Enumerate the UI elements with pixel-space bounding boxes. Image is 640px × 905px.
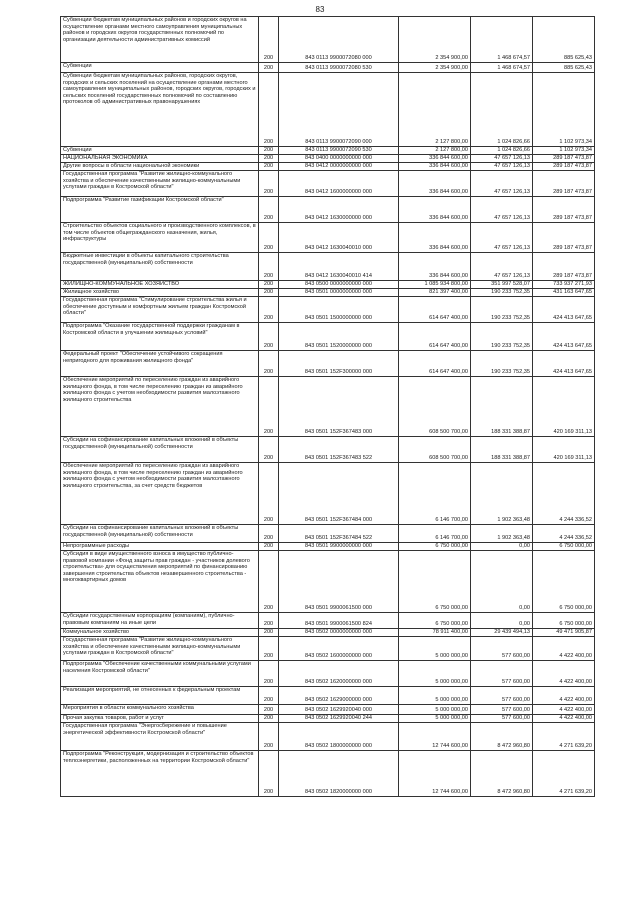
row-budget-code: 843 0501 1520000000 000 bbox=[279, 323, 399, 351]
row-budget-code: 843 0113 9900072090 530 bbox=[279, 147, 399, 155]
row-budget-code: 843 0113 9900072080 000 bbox=[279, 17, 399, 63]
row-unexecuted: 733 937 271,93 bbox=[533, 281, 595, 289]
row-line-code: 200 bbox=[259, 163, 279, 171]
row-unexecuted: 885 625,43 bbox=[533, 17, 595, 63]
row-executed: 577 600,00 bbox=[471, 705, 533, 715]
row-unexecuted: 6 750 000,00 bbox=[533, 551, 595, 613]
row-executed: 188 331 388,87 bbox=[471, 437, 533, 463]
row-name: Подпрограмма "Обеспечение качественными коммунальными услугами населения Костромской области" bbox=[61, 661, 259, 687]
row-approved: 336 844 600,00 bbox=[399, 197, 471, 223]
row-budget-code: 843 0502 1820000000 000 bbox=[279, 751, 399, 797]
row-name: Мероприятия в области коммунального хозяйства bbox=[61, 705, 259, 715]
row-approved: 5 000 000,00 bbox=[399, 715, 471, 723]
row-budget-code: 843 0412 1630040010 414 bbox=[279, 253, 399, 281]
row-budget-code: 843 0502 1600000000 000 bbox=[279, 637, 399, 661]
row-unexecuted: 424 413 647,65 bbox=[533, 351, 595, 377]
table-row bbox=[61, 155, 595, 163]
row-unexecuted: 6 750 000,00 bbox=[533, 613, 595, 629]
row-approved: 5 000 000,00 bbox=[399, 661, 471, 687]
row-approved: 78 911 400,00 bbox=[399, 629, 471, 637]
row-budget-code: 843 0502 1629920040 000 bbox=[279, 705, 399, 715]
row-line-code: 200 bbox=[259, 551, 279, 613]
row-line-code: 200 bbox=[259, 289, 279, 297]
row-executed: 0,00 bbox=[471, 613, 533, 629]
row-name: Государственная программа "Энергосбережение и повышение энергетической эффективности Костромской области" bbox=[61, 723, 259, 751]
row-executed: 8 472 960,80 bbox=[471, 751, 533, 797]
row-line-code: 200 bbox=[259, 629, 279, 637]
row-line-code: 200 bbox=[259, 171, 279, 197]
row-unexecuted: 289 187 473,87 bbox=[533, 171, 595, 197]
row-unexecuted: 431 163 647,65 bbox=[533, 289, 595, 297]
row-name: Подпрограмма "Развитие газификации Костромской области" bbox=[61, 197, 259, 223]
row-unexecuted: 289 187 473,87 bbox=[533, 163, 595, 171]
table-row bbox=[61, 289, 595, 297]
row-line-code: 200 bbox=[259, 17, 279, 63]
table-row bbox=[61, 723, 595, 751]
row-name: Субсидии государственным корпорациям (компаниям), публично-правовым компаниям на иные цели bbox=[61, 613, 259, 629]
row-approved: 608 500 700,00 bbox=[399, 437, 471, 463]
row-approved: 12 744 600,00 bbox=[399, 751, 471, 797]
table-row bbox=[61, 661, 595, 687]
budget-table bbox=[60, 16, 595, 797]
row-executed: 1 902 363,48 bbox=[471, 525, 533, 543]
row-budget-code: 843 0113 9900072090 000 bbox=[279, 73, 399, 147]
row-unexecuted: 4 422 400,00 bbox=[533, 715, 595, 723]
row-name: Жилищное хозяйство bbox=[61, 289, 259, 297]
row-name: Субвенции bbox=[61, 147, 259, 155]
row-unexecuted: 420 169 311,13 bbox=[533, 437, 595, 463]
row-name: Обеспечение мероприятий по переселению граждан из аварийного жилищного фонда, в том числе переселению граждан из аварийного жилищного фонда с учетом необходимости развития малоэтажного жилищного строительства, за счет средств бюджетов bbox=[61, 463, 259, 525]
row-executed: 190 233 752,35 bbox=[471, 297, 533, 323]
row-executed: 577 600,00 bbox=[471, 687, 533, 705]
row-approved: 6 750 000,00 bbox=[399, 551, 471, 613]
row-budget-code: 843 0501 0000000000 000 bbox=[279, 289, 399, 297]
row-executed: 29 439 494,13 bbox=[471, 629, 533, 637]
row-approved: 336 844 600,00 bbox=[399, 155, 471, 163]
table-row bbox=[61, 751, 595, 797]
row-budget-code: 843 0113 9900072080 530 bbox=[279, 63, 399, 73]
row-approved: 614 647 400,00 bbox=[399, 297, 471, 323]
table-row bbox=[61, 281, 595, 289]
row-approved: 5 000 000,00 bbox=[399, 637, 471, 661]
row-line-code: 200 bbox=[259, 297, 279, 323]
row-executed: 190 233 752,35 bbox=[471, 351, 533, 377]
row-name: Субвенции bbox=[61, 63, 259, 73]
row-executed: 1 468 674,57 bbox=[471, 17, 533, 63]
row-budget-code: 843 0412 1600000000 000 bbox=[279, 171, 399, 197]
row-line-code: 200 bbox=[259, 73, 279, 147]
row-approved: 5 000 000,00 bbox=[399, 705, 471, 715]
table-row bbox=[61, 613, 595, 629]
row-budget-code: 843 0501 1500000000 000 bbox=[279, 297, 399, 323]
row-executed: 1 902 363,48 bbox=[471, 463, 533, 525]
row-executed: 47 657 126,13 bbox=[471, 171, 533, 197]
row-budget-code: 843 0412 1630000000 000 bbox=[279, 197, 399, 223]
row-approved: 614 647 400,00 bbox=[399, 351, 471, 377]
table-row bbox=[61, 551, 595, 613]
row-executed: 190 233 752,35 bbox=[471, 289, 533, 297]
row-executed: 0,00 bbox=[471, 551, 533, 613]
row-line-code: 200 bbox=[259, 525, 279, 543]
row-name: Субсидии на софинансирование капитальных вложений в объекты государственной (муниципальной) собственности bbox=[61, 525, 259, 543]
table-row bbox=[61, 297, 595, 323]
row-budget-code: 843 0501 9900061500 824 bbox=[279, 613, 399, 629]
row-approved: 1 085 934 800,00 bbox=[399, 281, 471, 289]
row-budget-code: 843 0502 1629920040 244 bbox=[279, 715, 399, 723]
row-line-code: 200 bbox=[259, 751, 279, 797]
row-approved: 2 354 900,00 bbox=[399, 17, 471, 63]
row-line-code: 200 bbox=[259, 613, 279, 629]
row-name: Субвенции бюджетам муниципальных районов и городских округов на осуществление органами местного самоуправления муниципальных районов и городских округов государственных полномочий по организации деятельности административных комиссий bbox=[61, 17, 259, 63]
row-unexecuted: 4 422 400,00 bbox=[533, 687, 595, 705]
row-budget-code: 843 0412 1630040010 000 bbox=[279, 223, 399, 253]
row-line-code: 200 bbox=[259, 463, 279, 525]
row-unexecuted: 4 244 336,52 bbox=[533, 463, 595, 525]
row-line-code: 200 bbox=[259, 705, 279, 715]
row-unexecuted: 420 169 311,13 bbox=[533, 377, 595, 437]
row-executed: 190 233 752,35 bbox=[471, 323, 533, 351]
table-row bbox=[61, 629, 595, 637]
table-row bbox=[61, 525, 595, 543]
row-unexecuted: 289 187 473,87 bbox=[533, 197, 595, 223]
row-budget-code: 843 0502 1620000000 000 bbox=[279, 661, 399, 687]
row-line-code: 200 bbox=[259, 661, 279, 687]
row-line-code: 200 bbox=[259, 377, 279, 437]
table-row bbox=[61, 715, 595, 723]
row-line-code: 200 bbox=[259, 253, 279, 281]
row-name: Обеспечение мероприятий по переселению граждан из аварийного жилищного фонда, в том числе переселению граждан из аварийного жилищного фонда с учетом необходимости развития малоэтажного жилищного строительства bbox=[61, 377, 259, 437]
row-line-code: 200 bbox=[259, 437, 279, 463]
row-executed: 1 024 826,66 bbox=[471, 73, 533, 147]
row-approved: 821 397 400,00 bbox=[399, 289, 471, 297]
table-row bbox=[61, 463, 595, 525]
row-name: Субсидия в виде имущественного взноса в имущество публично-правовой компании «Фонд защиты прав граждан - участников долевого строительства» для осуществления мероприятий по финансированию завершения строительства объектов незавершенного строительства - многоквартирных домов bbox=[61, 551, 259, 613]
row-unexecuted: 1 102 973,34 bbox=[533, 73, 595, 147]
table-row bbox=[61, 253, 595, 281]
row-line-code: 200 bbox=[259, 63, 279, 73]
row-unexecuted: 1 102 973,34 bbox=[533, 147, 595, 155]
row-executed: 577 600,00 bbox=[471, 715, 533, 723]
table-row bbox=[61, 73, 595, 147]
table-row bbox=[61, 687, 595, 705]
table-row bbox=[61, 637, 595, 661]
row-approved: 12 744 600,00 bbox=[399, 723, 471, 751]
row-name: НАЦИОНАЛЬНАЯ ЭКОНОМИКА bbox=[61, 155, 259, 163]
table-row bbox=[61, 223, 595, 253]
row-line-code: 200 bbox=[259, 351, 279, 377]
row-line-code: 200 bbox=[259, 281, 279, 289]
row-unexecuted: 424 413 647,65 bbox=[533, 323, 595, 351]
page-number: 83 bbox=[315, 5, 325, 14]
table-row bbox=[61, 163, 595, 171]
row-unexecuted: 4 422 400,00 bbox=[533, 637, 595, 661]
row-unexecuted: 4 422 400,00 bbox=[533, 661, 595, 687]
row-approved: 336 844 600,00 bbox=[399, 223, 471, 253]
row-budget-code: 843 0501 9900000000 000 bbox=[279, 543, 399, 551]
row-executed: 47 657 126,13 bbox=[471, 253, 533, 281]
table-row bbox=[61, 63, 595, 73]
row-line-code: 200 bbox=[259, 687, 279, 705]
row-name: ЖИЛИЩНО-КОММУНАЛЬНОЕ ХОЗЯЙСТВО bbox=[61, 281, 259, 289]
table-row bbox=[61, 351, 595, 377]
row-approved: 614 647 400,00 bbox=[399, 323, 471, 351]
row-executed: 351 997 528,07 bbox=[471, 281, 533, 289]
row-executed: 0,00 bbox=[471, 543, 533, 551]
row-unexecuted: 424 413 647,65 bbox=[533, 297, 595, 323]
row-line-code: 200 bbox=[259, 197, 279, 223]
table-row bbox=[61, 543, 595, 551]
row-approved: 6 750 000,00 bbox=[399, 543, 471, 551]
row-budget-code: 843 0502 1629000000 000 bbox=[279, 687, 399, 705]
row-budget-code: 843 0501 152F367484 522 bbox=[279, 525, 399, 543]
row-unexecuted: 4 422 400,00 bbox=[533, 705, 595, 715]
row-approved: 336 844 600,00 bbox=[399, 171, 471, 197]
table-row bbox=[61, 147, 595, 155]
row-unexecuted: 885 625,43 bbox=[533, 63, 595, 73]
row-executed: 47 657 126,13 bbox=[471, 223, 533, 253]
row-unexecuted: 4 244 336,52 bbox=[533, 525, 595, 543]
row-approved: 336 844 600,00 bbox=[399, 253, 471, 281]
row-line-code: 200 bbox=[259, 543, 279, 551]
row-unexecuted: 49 471 905,87 bbox=[533, 629, 595, 637]
row-budget-code: 843 0501 152F367484 000 bbox=[279, 463, 399, 525]
row-unexecuted: 289 187 473,87 bbox=[533, 223, 595, 253]
row-approved: 608 500 700,00 bbox=[399, 377, 471, 437]
row-name: Государственная программа "Развитие жилищно-коммунального хозяйства и обеспечение качественными жилищно-коммунальными услугами граждан в Костромской области" bbox=[61, 171, 259, 197]
row-name: Коммунальное хозяйство bbox=[61, 629, 259, 637]
row-line-code: 200 bbox=[259, 323, 279, 351]
row-executed: 8 472 960,80 bbox=[471, 723, 533, 751]
row-budget-code: 843 0412 0000000000 000 bbox=[279, 163, 399, 171]
row-name: Бюджетные инвестиции в объекты капитального строительства государственной (муниципальной) собственности bbox=[61, 253, 259, 281]
row-name: Реализация мероприятий, не отнесенных к федеральным проектам bbox=[61, 687, 259, 705]
row-approved: 336 844 600,00 bbox=[399, 163, 471, 171]
table-row bbox=[61, 437, 595, 463]
row-executed: 47 657 126,13 bbox=[471, 197, 533, 223]
row-approved: 2 127 800,00 bbox=[399, 147, 471, 155]
row-budget-code: 843 0501 152F300000 000 bbox=[279, 351, 399, 377]
row-line-code: 200 bbox=[259, 223, 279, 253]
row-name: Прочая закупка товаров, работ и услуг bbox=[61, 715, 259, 723]
row-budget-code: 843 0502 1800000000 000 bbox=[279, 723, 399, 751]
row-approved: 6 146 700,00 bbox=[399, 463, 471, 525]
row-budget-code: 843 0501 152F367483 000 bbox=[279, 377, 399, 437]
row-budget-code: 843 0501 9900061500 000 bbox=[279, 551, 399, 613]
row-executed: 188 331 388,87 bbox=[471, 377, 533, 437]
table-row bbox=[61, 171, 595, 197]
row-budget-code: 843 0400 0000000000 000 bbox=[279, 155, 399, 163]
table-row bbox=[61, 197, 595, 223]
row-name: Подпрограмма "Оказание государственной поддержки гражданам в Костромской области в улучшении жилищных условий" bbox=[61, 323, 259, 351]
row-executed: 1 024 826,66 bbox=[471, 147, 533, 155]
row-unexecuted: 4 271 639,20 bbox=[533, 723, 595, 751]
row-approved: 6 146 700,00 bbox=[399, 525, 471, 543]
row-executed: 577 600,00 bbox=[471, 637, 533, 661]
row-unexecuted: 6 750 000,00 bbox=[533, 543, 595, 551]
row-name: Государственная программа "Развитие жилищно-коммунального хозяйства и обеспечение качественными жилищно-коммунальными услугами граждан в Костромской области" bbox=[61, 637, 259, 661]
row-name: Подпрограмма "Реконструкция, модернизация и строительство объектов теплоэнергетики, расположенных на территории Костромской области" bbox=[61, 751, 259, 797]
row-line-code: 200 bbox=[259, 155, 279, 163]
row-executed: 47 657 126,13 bbox=[471, 155, 533, 163]
row-approved: 2 127 800,00 bbox=[399, 73, 471, 147]
row-executed: 577 600,00 bbox=[471, 661, 533, 687]
row-name: Субвенции бюджетам муниципальных районов, городских округов, городских и сельских поселений на осуществление органами местного самоуправления муниципальных районов, городских округов, городских и сельских поселений государственных полномочий по составлению протоколов об административных правонарушениях bbox=[61, 73, 259, 147]
row-name: Государственная программа "Стимулирование строительства жилья и обеспечение доступным и комфортным жильем граждан Костромской области" bbox=[61, 297, 259, 323]
row-approved: 2 354 900,00 bbox=[399, 63, 471, 73]
row-executed: 1 468 674,57 bbox=[471, 63, 533, 73]
row-name: Другие вопросы в области национальной экономики bbox=[61, 163, 259, 171]
row-budget-code: 843 0500 0000000000 000 bbox=[279, 281, 399, 289]
row-line-code: 200 bbox=[259, 637, 279, 661]
table-row bbox=[61, 323, 595, 351]
row-unexecuted: 289 187 473,87 bbox=[533, 155, 595, 163]
row-line-code: 200 bbox=[259, 723, 279, 751]
row-line-code: 200 bbox=[259, 715, 279, 723]
row-budget-code: 843 0502 0000000000 000 bbox=[279, 629, 399, 637]
table-row bbox=[61, 705, 595, 715]
row-name: Федеральный проект "Обеспечение устойчивого сокращения непригодного для проживания жилищного фонда" bbox=[61, 351, 259, 377]
table-row bbox=[61, 17, 595, 63]
row-approved: 6 750 000,00 bbox=[399, 613, 471, 629]
row-executed: 47 657 126,13 bbox=[471, 163, 533, 171]
row-name: Строительство объектов социального и производственного комплексов, в том числе объектов общегражданского назначения, жилья, инфраструктуры bbox=[61, 223, 259, 253]
row-name: Субсидии на софинансирование капитальных вложений в объекты государственной (муниципальной) собственности bbox=[61, 437, 259, 463]
row-approved: 5 000 000,00 bbox=[399, 687, 471, 705]
row-name: Непрограммные расходы bbox=[61, 543, 259, 551]
row-unexecuted: 289 187 473,87 bbox=[533, 253, 595, 281]
row-unexecuted: 4 271 639,20 bbox=[533, 751, 595, 797]
table-row bbox=[61, 377, 595, 437]
row-budget-code: 843 0501 152F367483 522 bbox=[279, 437, 399, 463]
row-line-code: 200 bbox=[259, 147, 279, 155]
